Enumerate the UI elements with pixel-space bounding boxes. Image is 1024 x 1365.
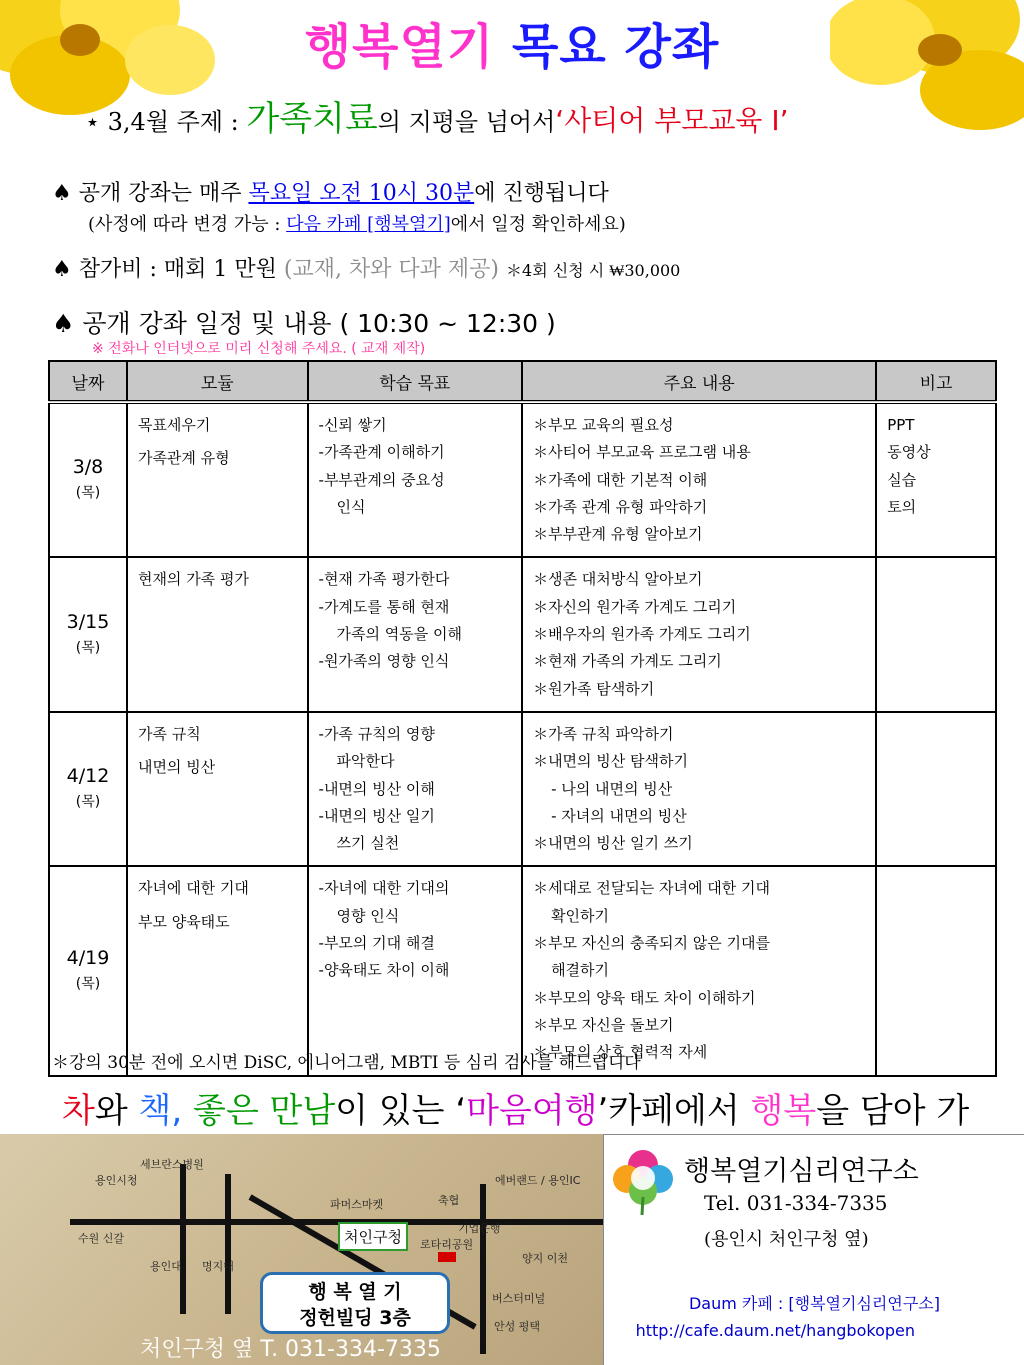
fee-gray: (교재, 차와 다과 제공) (283, 257, 500, 282)
theme-red: ‘사티어 부모교육 I’ (555, 104, 789, 137)
map-label: 기업은행 (458, 1222, 501, 1235)
cell-content-line: ＊배우자의 원가족 가계도 그리기 (533, 625, 751, 644)
cell-content-line: 확인하기 (551, 906, 610, 925)
cell-note (876, 866, 996, 1075)
day-of-week: (목) (75, 485, 101, 502)
date-value: 4/19 (66, 946, 110, 969)
header-note: 비고 (876, 361, 996, 402)
table-header-row (49, 361, 996, 402)
map-label: 수원 신갈 (78, 1232, 125, 1245)
title-pink: 행복열기 (304, 19, 495, 75)
slogan-part: 을 담아 가 (816, 1091, 970, 1131)
cell-module (127, 557, 308, 711)
map-label: 세브란스병원 (140, 1158, 204, 1171)
schedule-time-link[interactable]: 목요일 오전 10시 30분 (248, 181, 475, 206)
cell-goals-line: -가족 규칙의 영향 (318, 724, 435, 743)
day-of-week: (목) (75, 794, 101, 811)
cell-content (522, 866, 876, 1075)
cell-content-line: ＊현재 가족의 가계도 그리기 (533, 652, 722, 671)
cell-goals-line: -내면의 빙산 일기 (318, 806, 435, 825)
map-label: 용인대 (150, 1260, 182, 1273)
institute-address: (용인시 처인구청 옆) (704, 1229, 869, 1250)
cell-goals-line: -가족관계 이해하기 (318, 443, 445, 462)
location-marker (438, 1252, 456, 1262)
table-row (49, 866, 996, 1075)
date-value: 4/12 (66, 765, 110, 788)
map-label: 축협 (438, 1194, 460, 1207)
cell-date (49, 712, 127, 866)
slogan-part: 행복 (750, 1091, 817, 1131)
cell-goals-line: -원가족의 영향 인식 (318, 652, 450, 671)
cell-goals-line: 인식 (336, 497, 366, 516)
date-value: 3/15 (66, 610, 110, 633)
schedule-suffix: 에 진행됩니다 (474, 181, 609, 206)
slogan-part: 차 (62, 1091, 95, 1131)
header-date: 날짜 (49, 361, 127, 402)
cell-content-line: ＊내면의 빙산 일기 쓰기 (533, 834, 693, 853)
cell-goals-line: 파악한다 (336, 752, 395, 771)
cell-goals-line: -신뢰 쌓기 (318, 416, 387, 434)
cell-date (49, 866, 127, 1075)
cell-module (127, 866, 308, 1075)
theme-prefix: ⋆ 3,4월 주제 : (85, 108, 247, 136)
page-title (0, 8, 1024, 77)
cell-module-line: 현재의 가족 평가 (137, 570, 249, 589)
cell-content-line: ＊부모 자신의 충족되지 않은 기대를 (533, 934, 770, 953)
contact-panel (603, 1134, 1024, 1365)
cell-content-line: ＊자신의 원가족 가계도 그리기 (533, 597, 737, 616)
slogan-part: 책, (138, 1091, 193, 1131)
date-value: 3/8 (72, 456, 104, 479)
cell-content-line: ＊원가족 탐색하기 (533, 679, 655, 698)
cell-module-line: 가족 규칙 (137, 724, 201, 743)
cell-module-line: 목표세우기 (137, 416, 211, 434)
cell-goals-line: 쓰기 실천 (336, 834, 400, 853)
cell-date (49, 557, 127, 711)
cell-content-line: ＊부모의 양육 태도 차이 이해하기 (533, 988, 756, 1007)
slogan-part: 이 있는 ‘ (335, 1091, 467, 1131)
cell-goals-line: 가족의 역동을 이해 (336, 625, 462, 644)
map-label: 양지 이천 (522, 1252, 569, 1265)
map-label: 파머스마켓 (330, 1198, 384, 1211)
schedule-sub (88, 210, 626, 236)
cell-content (522, 712, 876, 866)
cafe-url-link[interactable]: http://cafe.daum.net/hangbokopen (635, 1321, 915, 1340)
slogan-part: 좋은 만남 (192, 1091, 336, 1131)
cell-goals (308, 557, 523, 711)
cell-goals-line: -가계도를 통해 현재 (318, 597, 450, 616)
cell-content-line: ＊사티어 부모교육 프로그램 내용 (533, 443, 751, 462)
cell-note-line: 토의 (887, 497, 917, 516)
cell-module-line: 부모 양육태도 (137, 912, 230, 931)
cell-content-line: - 나의 내면의 빙산 (551, 779, 673, 798)
title-blue: 목요 강좌 (512, 19, 720, 75)
building-line2: 정헌빌딩 3층 (299, 1307, 411, 1329)
table-row (49, 402, 996, 557)
table-row (49, 712, 996, 866)
cell-content-line: ＊가족 규칙 파악하기 (533, 724, 674, 743)
slogan-part: 와 (94, 1091, 139, 1131)
map-label: 버스터미널 (492, 1292, 546, 1305)
cafe-name[interactable]: Daum 카페 : [행복열기심리연구소] (688, 1294, 940, 1313)
cell-module (127, 712, 308, 866)
cell-note (876, 712, 996, 866)
cell-content-line: - 자녀의 내면의 빙산 (551, 806, 687, 825)
cell-goals (308, 866, 523, 1075)
cell-content-line: ＊생존 대처방식 알아보기 (533, 570, 703, 589)
institute-name: 행복열기심리연구소 (684, 1156, 919, 1187)
cell-module-line: 자녀에 대한 기대 (137, 879, 249, 898)
cell-content-line: ＊부부관계 유형 알아보기 (533, 525, 703, 544)
building-line1: 행 복 열 기 (308, 1281, 402, 1303)
notice: ※ 전화나 인터넷으로 미리 신청해 주세요. ( 교재 제작) (92, 341, 426, 357)
cell-goals (308, 402, 523, 557)
day-of-week: (목) (75, 975, 101, 992)
cell-goals (308, 712, 523, 866)
cell-goals-line: -부모의 기대 해결 (318, 934, 435, 953)
cafe-link[interactable]: 다음 카페 [행복열기] (286, 214, 451, 235)
fee-small: ＊4회 신청 시 ₩30,000 (506, 261, 681, 280)
schedule-prefix: ♠ 공개 강좌는 매주 (52, 181, 249, 206)
cell-content-line: ＊내면의 빙산 탐색하기 (533, 752, 689, 771)
map-label: 로타리공원 (420, 1238, 474, 1251)
fee-prefix: ♠ 참가비 : 매회 1 만원 (52, 257, 284, 282)
cell-date (49, 402, 127, 557)
cell-goals-line: -현재 가족 평가한다 (318, 570, 450, 589)
schedule-sub-suffix: 에서 일정 확인하세요) (450, 214, 626, 235)
theme-line (85, 100, 915, 141)
cell-content-line: ＊부모의 상호 협력적 자세 (533, 1043, 708, 1062)
cell-content-line: ＊가족에 대한 기본적 이해 (533, 470, 708, 489)
cell-module (127, 402, 308, 557)
header-goal: 학습 목표 (308, 361, 523, 402)
cell-goals-line: -부부관계의 중요성 (318, 470, 445, 489)
cell-note-line: 실습 (887, 470, 917, 489)
header-content: 주요 내용 (522, 361, 876, 402)
map-label: 에버랜드 / 용인IC (495, 1174, 581, 1187)
map-footer: 처인구청 옆 T. 031-334-7335 (140, 1337, 441, 1362)
cell-content-line: ＊부모 자신을 돌보기 (533, 1015, 674, 1034)
cell-goals-line: -내면의 빙산 이해 (318, 779, 435, 798)
map-label: 안성 평택 (494, 1320, 541, 1333)
schedule-table (48, 360, 997, 1077)
cell-module-line: 가족관계 유형 (137, 449, 230, 468)
cell-goals-line: -자녀에 대한 기대의 (318, 879, 450, 898)
cell-content-line: ＊부모 교육의 필요성 (533, 416, 674, 434)
building-box (260, 1272, 450, 1334)
location-map (0, 1134, 603, 1365)
institute-tel: Tel. 031-334-7335 (704, 1191, 888, 1215)
schedule-sub-prefix: (사정에 따라 변경 가능 : (88, 214, 287, 235)
cell-goals-line: -양육태도 차이 이해 (318, 961, 450, 980)
map-label: 명지대 (202, 1260, 234, 1273)
cell-note-line: 동영상 (887, 443, 931, 462)
cell-goals-line: 영향 인식 (336, 906, 400, 925)
footnote: ＊강의 30분 전에 오시면 DiSC, 에니어그램, MBTI 등 심리 검사를 해드립니다 (52, 1053, 641, 1073)
fee-line (52, 252, 680, 283)
cell-content (522, 402, 876, 557)
cell-content (522, 557, 876, 711)
table-row (49, 557, 996, 711)
city-hall-label: 처인구청 (338, 1222, 408, 1251)
schedule-heading: ♠ 공개 강좌 일정 및 내용 ( 10:30 ~ 12:30 ) (52, 309, 556, 338)
schedule-line (52, 176, 609, 207)
cell-note (876, 557, 996, 711)
cell-content-line: ＊세대로 전달되는 자녀에 대한 기대 (533, 879, 770, 898)
slogan-part: ’카페에서 (597, 1091, 751, 1131)
cell-content-line: 해결하기 (551, 961, 610, 980)
theme-middle: 의 지평을 넘어서 (377, 108, 556, 136)
slogan-part: 마음여행 (466, 1091, 598, 1131)
map-label: 용인시청 (95, 1174, 138, 1187)
cell-module-line: 내면의 빙산 (137, 758, 216, 777)
header-module: 모듈 (127, 361, 308, 402)
theme-highlight: 가족치료 (246, 99, 378, 139)
cell-note (876, 402, 996, 557)
clover-logo-icon (612, 1147, 674, 1217)
cell-note-line: PPT (887, 416, 915, 434)
cell-content-line: ＊가족 관계 유형 파악하기 (533, 497, 708, 516)
day-of-week: (목) (75, 639, 101, 656)
